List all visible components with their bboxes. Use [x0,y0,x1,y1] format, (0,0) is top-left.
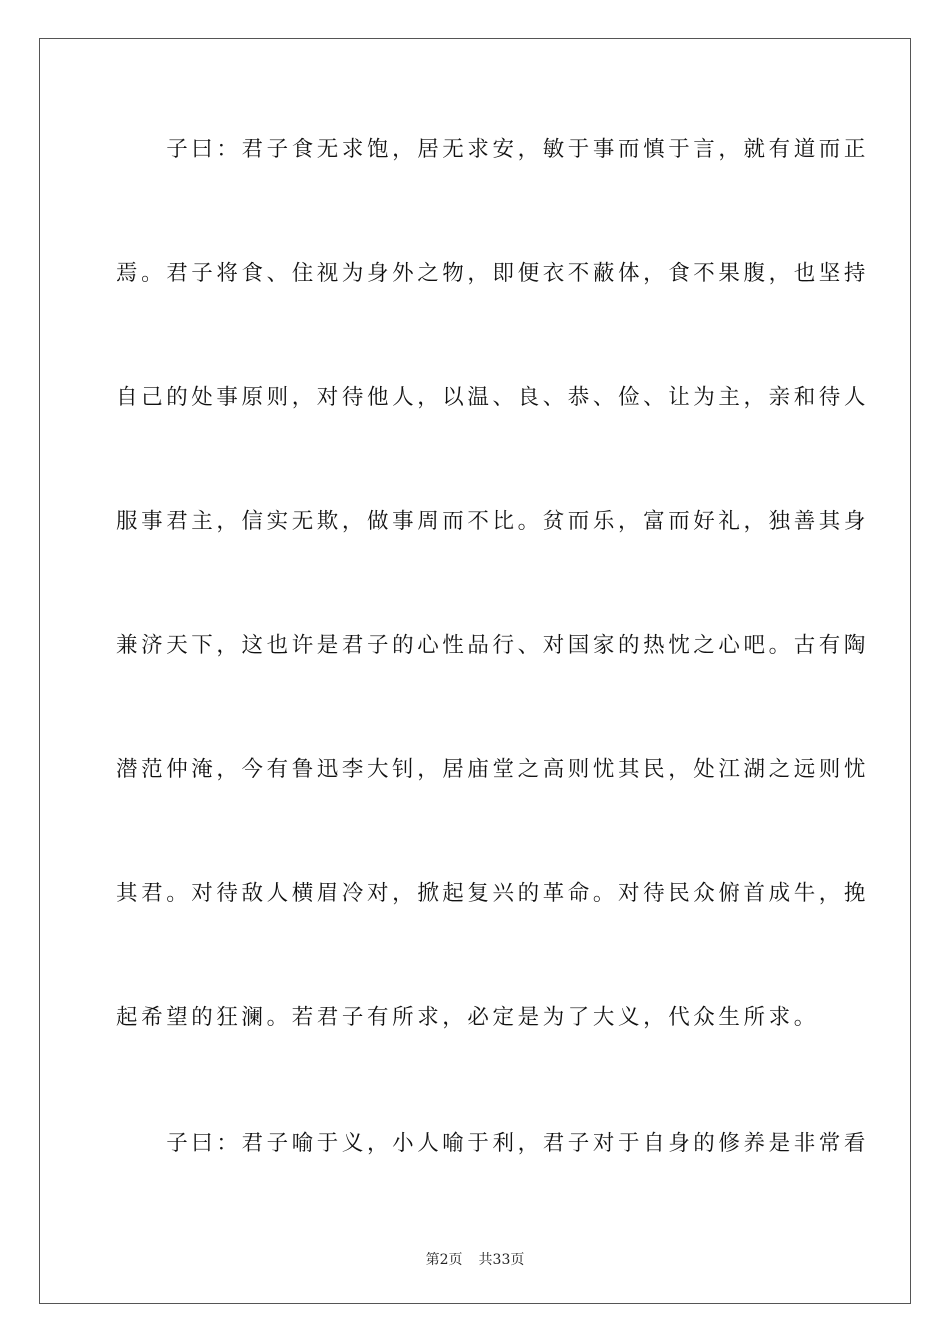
body-text-line: 兼济天下，这也许是君子的心性品行、对国家的热忱之心吧。古有陶 [116,633,870,658]
page-footer [0,1249,950,1269]
body-text-line: 起希望的狂澜。若君子有所求，必定是为了大义，代众生所求。 [116,1005,819,1030]
page-border [39,38,911,1304]
body-text-line: 潜范仲淹，今有鲁迅李大钊，居庙堂之高则忧其民，处江湖之远则忧 [116,757,870,782]
body-text-line: 其君。对待敌人横眉冷对，掀起复兴的革命。对待民众俯首成牛，挽 [116,881,870,906]
body-text-line: 子曰：君子食无求饱，居无求安，敏于事而慎于言，就有道而正 [116,137,870,162]
page-number: 第2页 [425,1252,463,1268]
body-text-line: 子曰：君子喻于义，小人喻于利，君子对于自身的修养是非常看 [116,1131,870,1156]
body-text-line: 服事君主，信实无欺，做事周而不比。贫而乐，富而好礼，独善其身 [116,509,870,534]
page-total: 共33页 [478,1252,525,1268]
body-text-line: 自己的处事原则，对待他人，以温、良、恭、俭、让为主，亲和待人 [116,385,870,410]
body-text-line: 焉。君子将食、住视为身外之物，即便衣不蔽体，食不果腹，也坚持 [116,261,870,286]
